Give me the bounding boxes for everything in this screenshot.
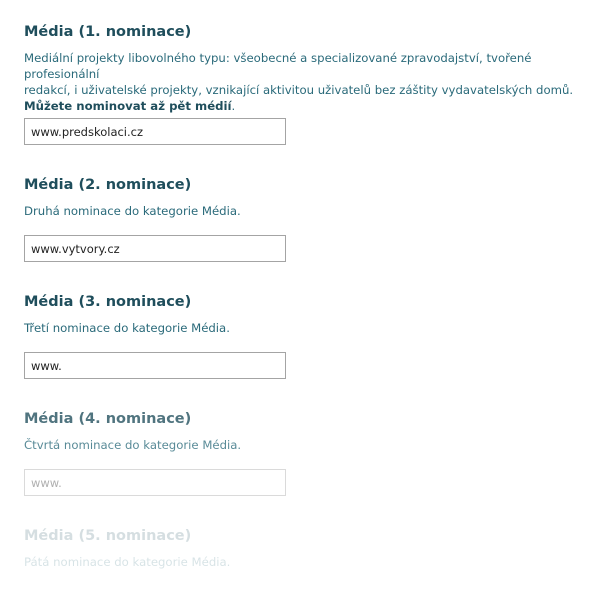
nomination-2-url-input[interactable]	[24, 235, 286, 262]
nomination-2-description: Druhá nominace do kategorie Média.	[24, 204, 241, 218]
nomination-3-url-input[interactable]	[24, 352, 286, 379]
nomination-1-title: Média (1. nominace)	[24, 24, 192, 40]
nomination-3-title: Média (3. nominace)	[24, 294, 192, 310]
nomination-1-description-line-2: redakcí, i uživatelské projekty, vznikající aktivitou uživatelů bez záštity vydavatelských domů.	[24, 83, 574, 97]
nomination-2-title: Média (2. nominace)	[24, 177, 192, 193]
nomination-5-description: Pátá nominace do kategorie Média.	[24, 555, 231, 569]
nomination-1-description-period: .	[231, 99, 236, 113]
nomination-section-3	[24, 293, 594, 336]
nomination-4-title: Média (4. nominace)	[24, 411, 192, 427]
nomination-1-description-emphasis: Můžete nominovat až pět médií	[24, 99, 232, 113]
nomination-section-5	[24, 527, 594, 570]
nomination-4-description: Čtvrtá nominace do kategorie Média.	[24, 438, 242, 452]
nomination-5-title: Média (5. nominace)	[24, 528, 192, 544]
nomination-section-1	[24, 23, 594, 114]
nomination-4-url-input[interactable]	[24, 469, 286, 496]
nomination-1-description-line-1: Mediální projekty libovolného typu: všeobecné a specializované zpravodajství, tvořené profesionální	[24, 51, 532, 81]
nomination-section-4	[24, 410, 594, 453]
nomination-3-description: Třetí nominace do kategorie Média.	[24, 321, 230, 335]
nomination-section-2	[24, 176, 594, 219]
nomination-1-url-input[interactable]	[24, 118, 286, 145]
nomination-1-description	[24, 50, 594, 114]
